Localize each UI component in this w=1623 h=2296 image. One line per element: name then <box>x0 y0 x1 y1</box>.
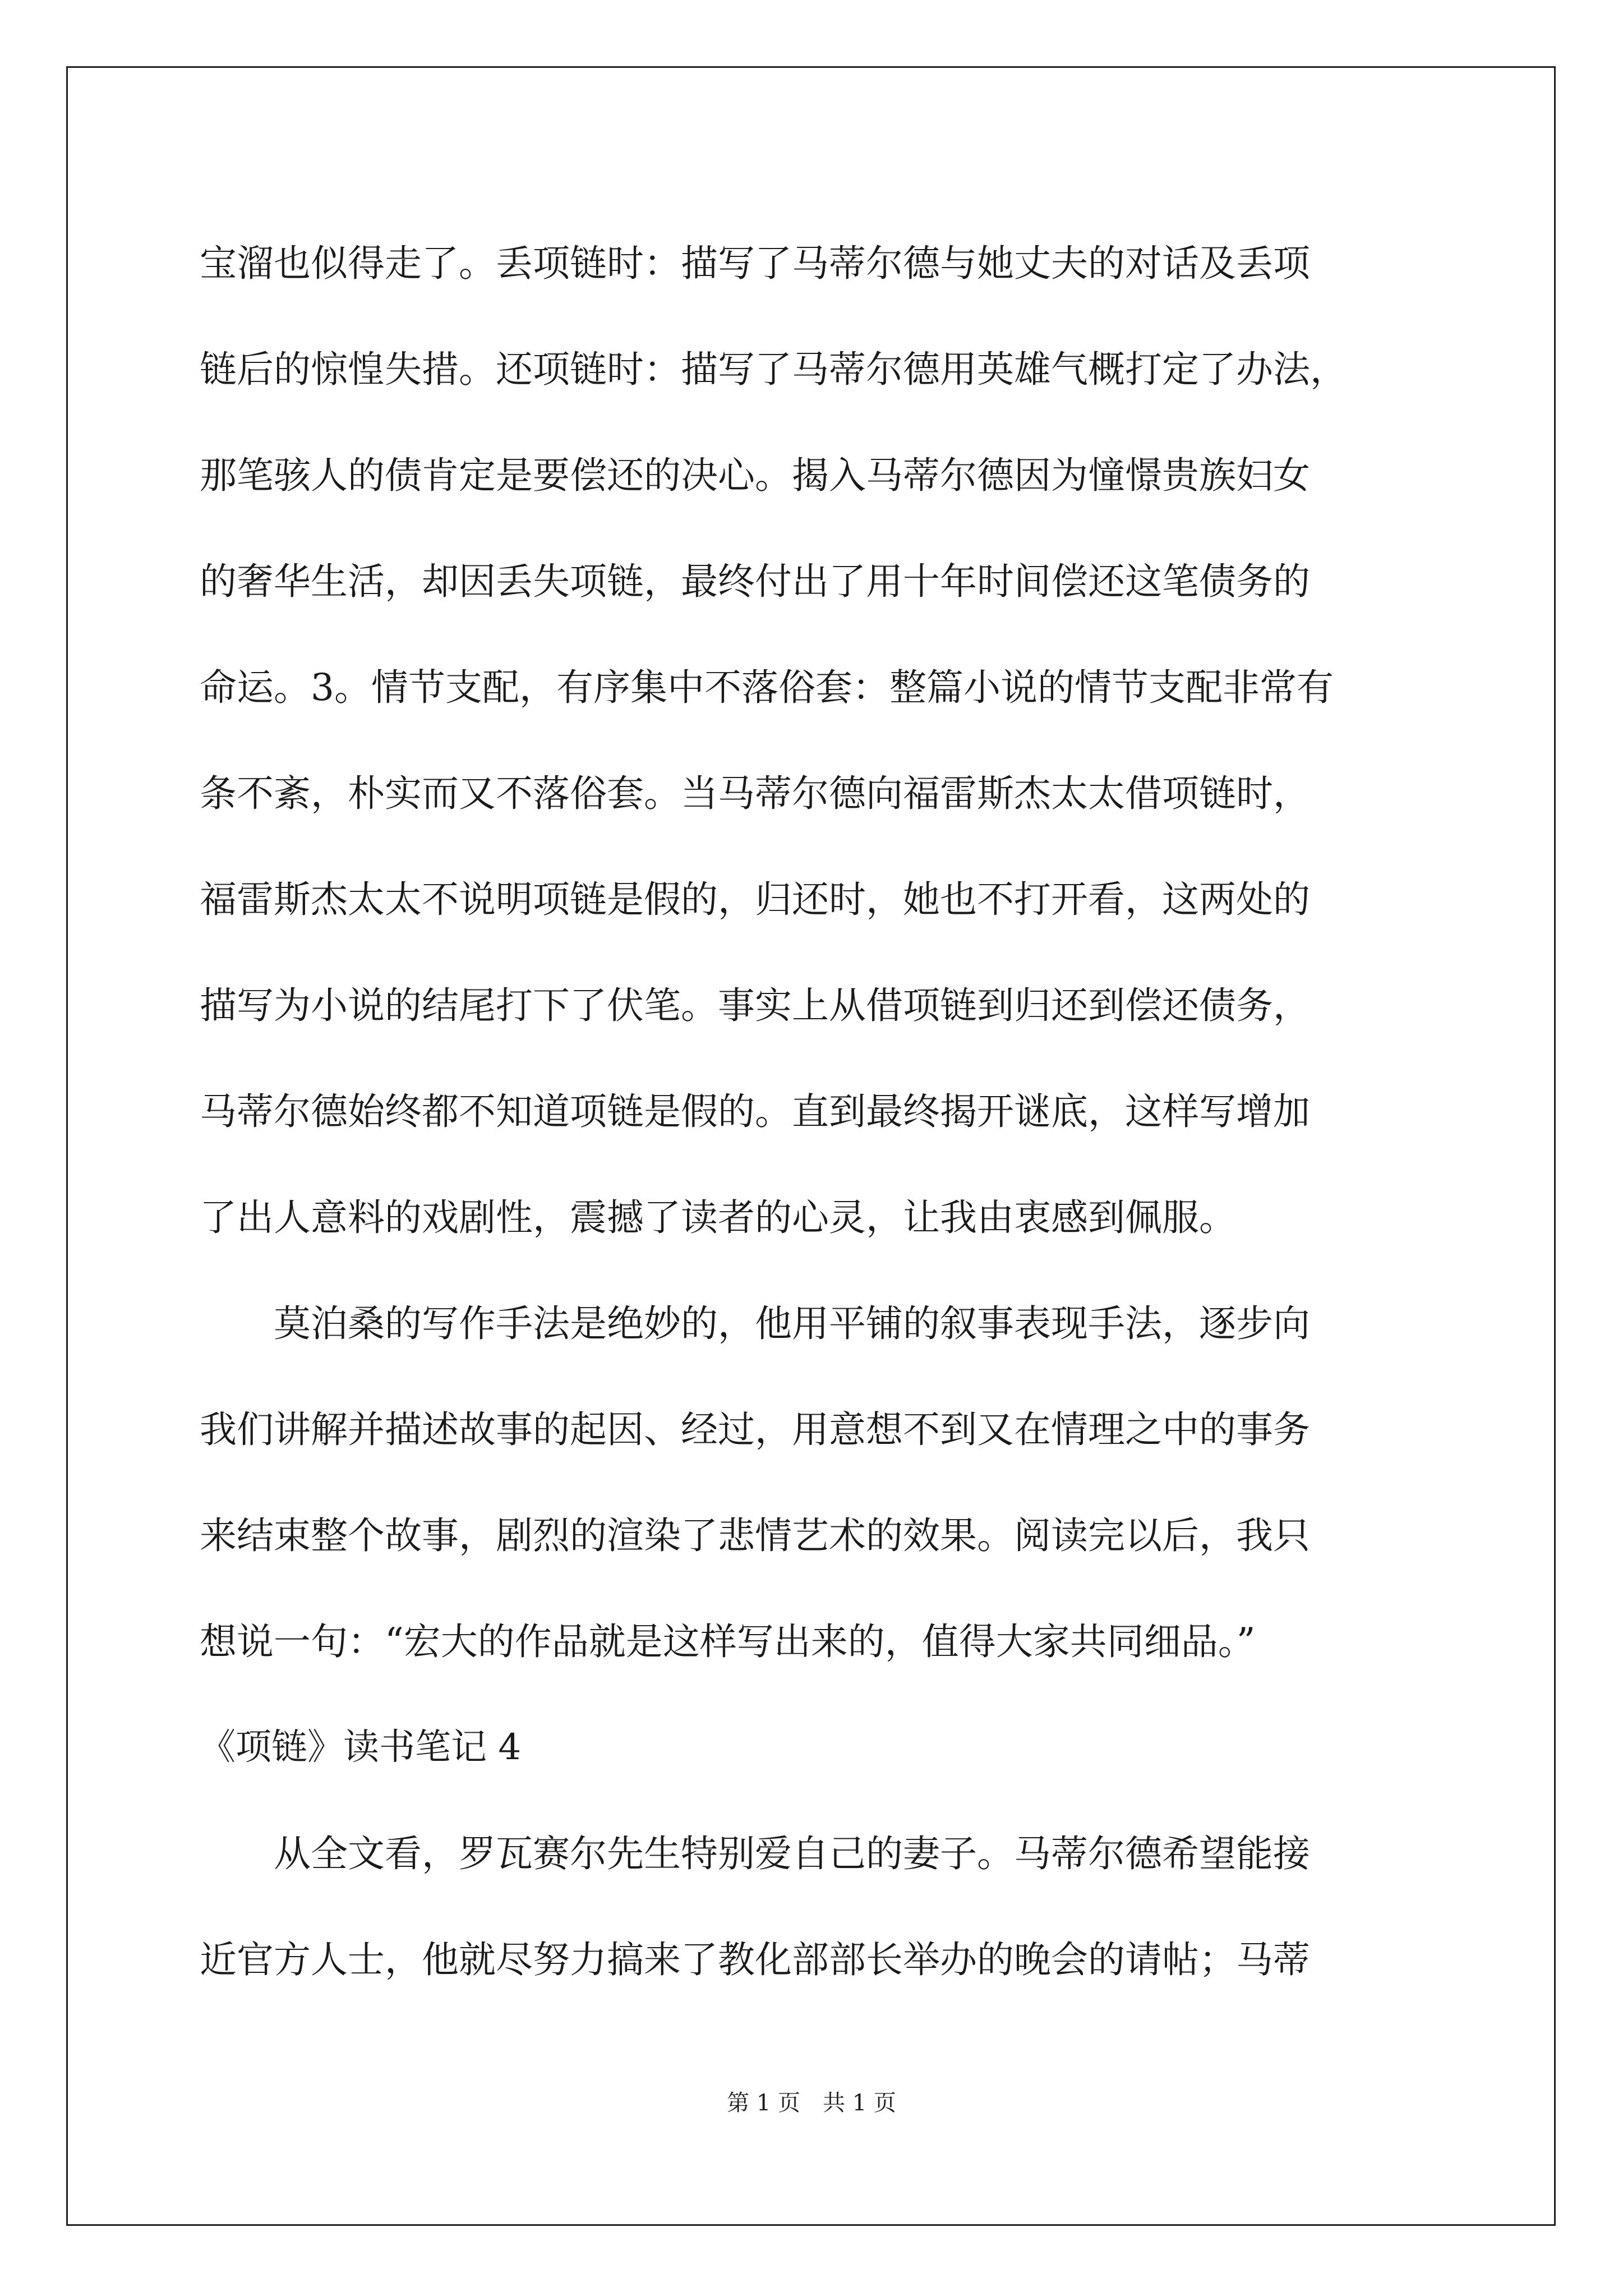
page-number-current: 第 1 页 <box>727 2090 800 2116</box>
text-line: 链后的惊惶失措。还项链时：描写了马蒂尔德用英雄气概打定了办法， <box>200 348 1347 391</box>
text-line: 宝溜也似得走了。丢项链时：描写了马蒂尔德与她丈夫的对话及丢项 <box>200 242 1310 285</box>
text-line: 的奢华生活，却因丢失项链，最终付出了用十年时间偿还这笔债务的 <box>200 560 1310 603</box>
text-line: 福雷斯杰太太不说明项链是假的，归还时，她也不打开看，这两处的 <box>200 878 1310 921</box>
text-line: 命运。3。情节支配，有序集中不落俗套：整篇小说的情节支配非常有 <box>200 666 1334 709</box>
document-body <box>200 210 1429 2013</box>
text-line: 描写为小说的结尾打下了伏笔。事实上从借项链到归还到偿还债务， <box>200 984 1310 1027</box>
text-line: 我们讲解并描述故事的起因、经过，用意想不到又在情理之中的事务 <box>200 1408 1310 1451</box>
page-footer <box>0 2089 1623 2117</box>
paragraph-start-line: 莫泊桑的写作手法是绝妙的，他用平铺的叙事表现手法，逐步向 <box>274 1302 1310 1345</box>
section-heading: 《项链》读书笔记 4 <box>200 1727 522 1768</box>
text-line: 马蒂尔德始终都不知道项链是假的。直到最终揭开谜底，这样写增加 <box>200 1090 1310 1133</box>
text-line: 条不紊，朴实而又不落俗套。当马蒂尔德向福雷斯杰太太借项链时， <box>200 772 1310 815</box>
text-line: 了出人意料的戏剧性，震撼了读者的心灵，让我由衷感到佩服。 <box>200 1196 1236 1239</box>
page-number-total: 共 1 页 <box>823 2090 896 2116</box>
text-line: 想说一句：“宏大的作品就是这样写出来的，值得大家共同细品。” <box>200 1620 1256 1663</box>
text-line: 来结束整个故事，剧烈的渲染了悲情艺术的效果。阅读完以后，我只 <box>200 1514 1310 1557</box>
text-line: 那笔骇人的债肯定是要偿还的决心。揭入马蒂尔德因为憧憬贵族妇女 <box>200 454 1310 497</box>
paragraph-start-line: 从全文看，罗瓦赛尔先生特别爱自己的妻子。马蒂尔德希望能接 <box>274 1832 1310 1875</box>
text-line: 近官方人士，他就尽努力搞来了教化部部长举办的晚会的请帖；马蒂 <box>200 1938 1310 1981</box>
